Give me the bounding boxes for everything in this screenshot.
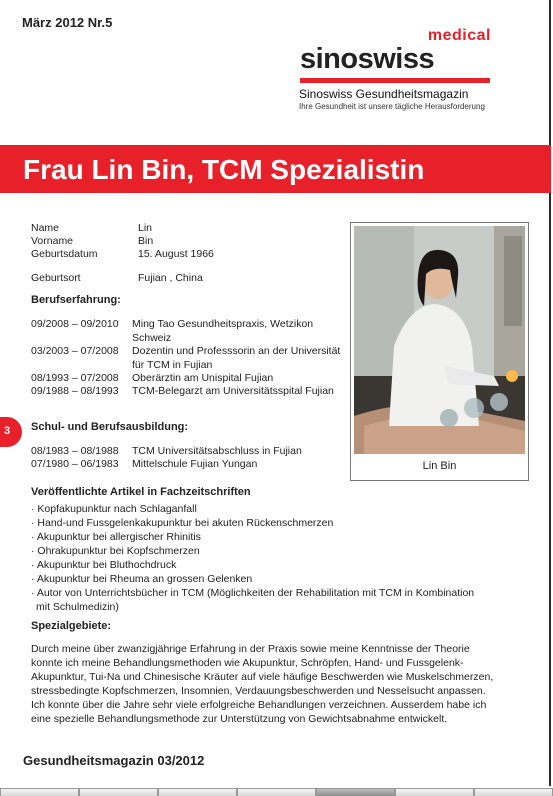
info-label: Name <box>31 222 60 234</box>
entry-period: 08/1993 – 07/2008 <box>31 372 119 384</box>
list-item: · Akupunktur bei allergischer Rhinitis <box>31 531 201 543</box>
page-tab[interactable] <box>0 788 79 796</box>
info-label: Vorname <box>31 235 74 247</box>
paragraph-line: Akupunktur, Tui-Na und Chinesische Kräuter auf viele häufige Beschwerden wie Muskelschmerzen, <box>31 671 494 683</box>
title-banner <box>0 145 551 193</box>
portrait-caption: Lin Bin <box>422 460 457 472</box>
paragraph-line: stressbedingte Kopfschmerzen, Insomnien, Verdauungsbeschwerden und Nesselsucht anpassen. <box>31 685 486 697</box>
page-tab[interactable] <box>395 788 474 796</box>
brand-subtitle: Sinoswiss Gesundheitsmagazin <box>299 87 469 101</box>
list-item: · Akupunktur bei Rheuma an grossen Gelenken <box>31 573 253 585</box>
list-item: · Autor von Unterrichtsbücher in TCM (Möglichkeiten der Rehabilitation mit TCM in Kombination <box>31 587 475 599</box>
paragraph-line: Durch meine über zwanzigjährige Erfahrung in der Praxis sowie meine Kenntnisse der Theorie <box>31 643 470 655</box>
list-item-continued: mit Schulmedizin) <box>36 601 119 613</box>
info-value: 15. August 1966 <box>138 248 214 260</box>
entry-period: 07/1980 – 06/1983 <box>31 458 119 470</box>
specialties-heading: Spezialgebiete: <box>31 620 112 632</box>
page-tab[interactable] <box>79 788 158 796</box>
info-label: Geburtsdatum <box>31 248 98 260</box>
list-item: · Hand-und Fussgelenkakupunktur bei akuten Rückenschmerzen <box>31 517 334 529</box>
paragraph-line: konnte ich meine Behandlungsmethoden wie Akupunktur, Schröpfen, Hand- und Fussgelenk- <box>31 657 464 669</box>
brand-tagline: Ihre Gesundheit ist unsere tägliche Herausforderung <box>299 102 485 111</box>
portrait-frame <box>350 222 529 481</box>
entry-description: TCM-Belegarzt am Universitätsspital Fujian <box>132 385 334 397</box>
entry-description: Ming Tao Gesundheitspraxis, Wetzikon Schweiz <box>132 318 314 344</box>
portrait-illustration <box>354 226 525 454</box>
page-tab[interactable] <box>158 788 237 796</box>
list-item: · Kopfakupunktur nach Schlaganfall <box>31 503 197 515</box>
info-value: Fujian , China <box>138 272 203 284</box>
paragraph-line: eine spezielle Behandlungsmethode zur Unterstützung von Gewichtsabnahme entwickelt. <box>31 713 448 725</box>
page-tab-strip <box>0 788 553 796</box>
issue-label: März 2012 Nr.5 <box>22 15 113 30</box>
page-tab[interactable] <box>474 788 553 796</box>
page-number: 3 <box>4 425 11 437</box>
info-label: Geburtsort <box>31 272 81 284</box>
page-tab-active[interactable] <box>316 788 395 796</box>
portrait-photo <box>354 226 525 454</box>
entry-period: 08/1983 – 08/1988 <box>31 445 119 457</box>
entry-period: 03/2003 – 07/2008 <box>31 345 119 357</box>
entry-period: 09/1988 – 08/1993 <box>31 385 119 397</box>
brand-name: sinoswiss <box>300 43 435 75</box>
brand-underline <box>300 78 490 83</box>
page-title: Frau Lin Bin, TCM Spezialistin <box>23 154 425 185</box>
info-value: Lin <box>138 222 153 234</box>
brand-medical-text: medical <box>427 27 491 44</box>
entry-description: Mittelschule Fujian Yungan <box>132 458 258 470</box>
paragraph-line: Ich konnte über die Jahre sehr viele erfolgreiche Behandlungen verzeichnen. Ausserdem habe ich <box>31 699 487 711</box>
experience-heading: Berufserfahrung: <box>31 294 121 306</box>
entry-period: 09/2008 – 09/2010 <box>31 318 119 330</box>
entry-description: Oberärztin am Unispital Fujian <box>132 372 274 384</box>
entry-description: Dozentin und Professsorin an der Universität für TCM in Fujian <box>132 345 341 371</box>
education-heading: Schul- und Berufsausbildung: <box>31 421 189 433</box>
specialties-paragraph <box>31 642 511 726</box>
info-value: Bin <box>138 235 154 247</box>
list-item: · Ohrakupunktur bei Kopfschmerzen <box>31 545 200 557</box>
articles-heading: Veröffentlichte Artikel in Fachzeitschriften <box>31 486 251 498</box>
entry-description: TCM Universitätsabschluss in Fujian <box>132 445 302 457</box>
list-item: · Akupunktur bei Bluthochdruck <box>31 559 177 571</box>
page-tab[interactable] <box>237 788 316 796</box>
footer-label: Gesundheitsmagazin 03/2012 <box>23 753 205 768</box>
